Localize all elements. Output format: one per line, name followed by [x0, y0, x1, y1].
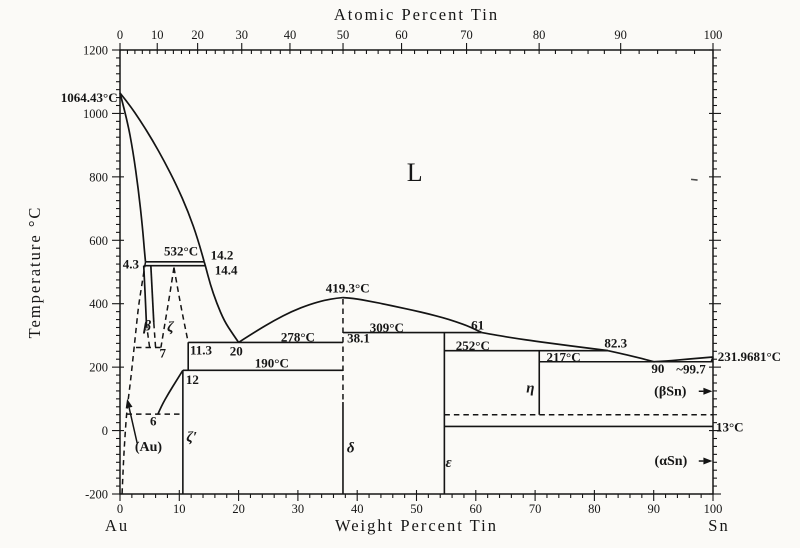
top-tick-label: 40: [283, 28, 297, 42]
curve-liquidus-419-309: [343, 298, 485, 333]
top-tick-label: 10: [150, 28, 164, 42]
label-β: β: [143, 318, 152, 335]
au-region-arrow-shaft: [129, 408, 137, 444]
alpha-sn-region-arrow-head: [703, 458, 712, 465]
label-12: 12: [185, 371, 199, 387]
curve-liquidus-309-252: [482, 333, 608, 351]
temperature-axis: [25, 44, 721, 502]
top-axis: [117, 5, 723, 54]
label-38.1: 38.1: [347, 330, 370, 346]
label-90: 90: [651, 361, 665, 377]
label-4.3: 4.3: [122, 256, 139, 272]
top-axis-title: Atomic Percent Tin: [333, 5, 500, 24]
label-ε: ε: [445, 454, 452, 471]
label-13C: 13°C: [715, 419, 744, 435]
label-(αSn): (αSn): [654, 454, 688, 470]
bottom-tick-label: 80: [588, 502, 601, 516]
right-end-member: Sn: [708, 516, 730, 535]
label-309C: 309°C: [369, 319, 404, 335]
y-tick-label: 0: [101, 424, 108, 439]
label-278C: 278°C: [280, 329, 315, 345]
curve-beta-right-upper: [151, 266, 154, 323]
curve-au-solvus: [122, 262, 145, 494]
label-~99.7: ~99.7: [676, 361, 706, 377]
label-231.9681C: 231.9681°C: [717, 348, 782, 364]
label-190C: 190°C: [254, 355, 289, 371]
label-L: L: [406, 157, 423, 187]
y-tick-label: -200: [85, 487, 108, 502]
label-(Au): (Au): [134, 440, 163, 456]
top-tick-label: 0: [116, 28, 124, 42]
label-1064.43C: 1064.43°C: [60, 90, 118, 106]
curve-zeta-prime-solvus: [158, 370, 183, 414]
curve-beta-left-upper: [144, 266, 147, 323]
label-ζ: ζ: [167, 319, 174, 336]
label-217C: 217°C: [546, 349, 581, 365]
bottom-tick-label: 70: [528, 502, 542, 516]
au-region-arrow-head: [126, 399, 133, 409]
curve-au-solidus: [120, 93, 146, 262]
top-tick-label: 20: [191, 28, 204, 42]
top-tick-label: 30: [235, 28, 248, 42]
label-14.4: 14.4: [214, 262, 238, 278]
curve-zeta-right: [174, 268, 188, 343]
beta-sn-region-arrow-head: [703, 388, 712, 395]
y-tick-label: 200: [89, 360, 108, 375]
y-tick-label: 1000: [83, 106, 108, 121]
y-tick-label: 600: [89, 233, 108, 248]
label-82.3: 82.3: [604, 335, 628, 351]
label-252C: 252°C: [455, 338, 490, 354]
bottom-tick-label: 90: [647, 502, 660, 516]
top-tick-label: 50: [336, 28, 350, 42]
left-end-member: Au: [104, 516, 130, 535]
bottom-tick-label: 10: [173, 502, 186, 516]
boundary-curves: [120, 93, 713, 494]
top-tick-label: 100: [703, 28, 723, 42]
compound-lines: [183, 299, 539, 494]
label-(βSn): (βSn): [654, 384, 687, 400]
y-tick-label: 1200: [83, 43, 108, 58]
bottom-tick-label: 40: [350, 502, 364, 516]
y-tick-label: 800: [89, 170, 108, 185]
label-7: 7: [159, 345, 166, 361]
label-η: η: [526, 380, 535, 397]
y-axis-title: Temperature °C: [25, 205, 44, 339]
label-61: 61: [471, 317, 485, 333]
top-tick-label: 90: [614, 28, 627, 42]
bottom-tick-label: 30: [291, 502, 305, 516]
curve-beta-right-lower: [154, 323, 156, 348]
curve-liquidus-252-217: [608, 351, 654, 362]
label-532C: 532°C: [164, 243, 199, 259]
bottom-tick-label: 100: [703, 502, 723, 516]
curve-liquidus-au-532: [120, 93, 204, 262]
label-419.3C: 419.3°C: [325, 280, 370, 296]
stray-scan-mark: [691, 179, 698, 180]
plot-frame: [120, 50, 713, 494]
bottom-axis: [105, 490, 730, 535]
top-tick-label: 60: [395, 28, 408, 42]
label-20: 20: [229, 343, 243, 359]
bottom-tick-label: 50: [410, 502, 423, 516]
label-δ: δ: [346, 440, 355, 457]
label-6: 6: [149, 413, 157, 429]
bottom-tick-label: 0: [116, 502, 124, 516]
y-tick-label: 400: [89, 297, 108, 312]
label-11.3: 11.3: [189, 342, 213, 358]
bottom-tick-label: 20: [232, 502, 245, 516]
label-14.2: 14.2: [210, 247, 234, 263]
top-tick-label: 70: [460, 28, 473, 42]
top-tick-label: 80: [532, 28, 546, 42]
x-axis-title: Weight Percent Tin: [334, 516, 499, 535]
bottom-tick-label: 60: [469, 502, 483, 516]
label-ζ: ζ′: [186, 429, 198, 446]
